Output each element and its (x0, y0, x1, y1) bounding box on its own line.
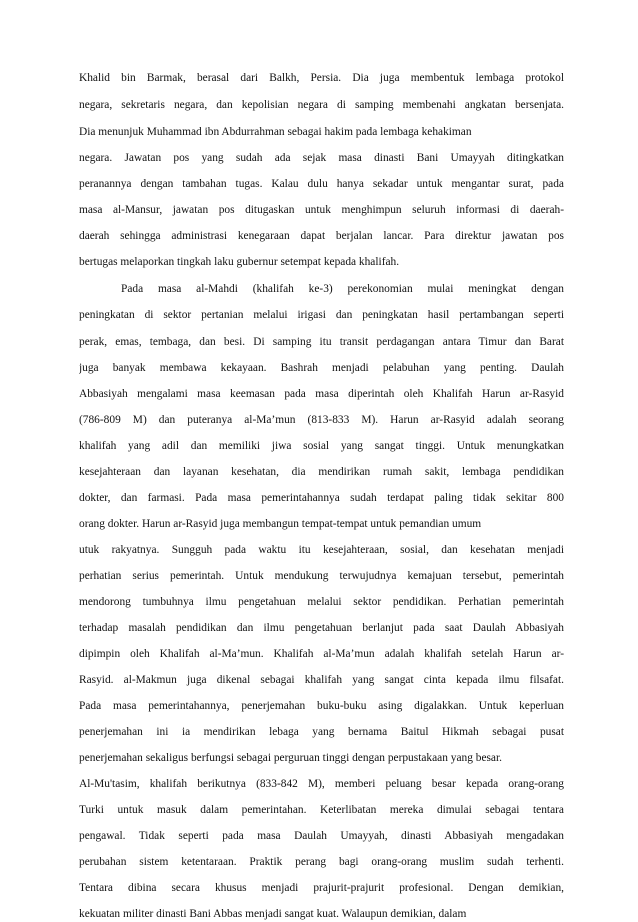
text-line: Pada masa al-Mahdi (khalifah ke-3) perekonomian mulai meningkat dengan (121, 283, 564, 295)
text-line: perhatian serius pemerintah. Untuk mendukung terwujudnya kemajuan tersebut, pemerintah (79, 570, 564, 582)
text-line: bertugas melaporkan tingkah laku gubernur setempat kepada khalifah. (79, 256, 400, 268)
text-line: Al-Mu'tasim, khalifah berikutnya (833-842 M), memberi peluang besar kepada orang-orang (79, 778, 564, 790)
text-line: juga banyak membawa kekayaan. Bashrah menjadi pelabuhan yang penting. Daulah (79, 362, 564, 374)
text-line: penerjemahan sekaligus berfungsi sebagai perguruan tinggi dengan perpustakaan yang besar. (79, 752, 502, 764)
text-line: penerjemahan ini ia mendirikan lebaga yang bernama Baitul Hikmah sebagai pusat (79, 726, 564, 738)
text-line: dipimpin oleh Khalifah al-Ma’mun. Khalifah al-Ma’mun adalah khalifah setelah Harun ar- (79, 648, 564, 660)
text-line: khalifah yang adil dan memiliki jiwa sosial yang sangat tinggi. Untuk menungkatkan (79, 440, 564, 452)
text-line: (786-809 M) dan puteranya al-Ma’mun (813-833 M). Harun ar-Rasyid adalah seorang (79, 414, 564, 426)
text-line: pengawal. Tidak seperti pada masa Daulah Umayyah, dinasti Abbasiyah mengadakan (79, 830, 564, 842)
text-line: kekuatan militer dinasti Bani Abbas menjadi sangat kuat. Walaupun demikian, dalam (79, 908, 467, 920)
text-line: Abbasiyah mengalami masa keemasan pada masa diperintah oleh Khalifah Harun ar-Rasyid (79, 388, 564, 400)
text-line: Dia menunjuk Muhammad ibn Abdurrahman sebagai hakim pada lembaga kehakiman (79, 126, 472, 138)
text-line: perubahan sistem ketentaraan. Praktik perang bagi orang-orang muslim sudah terhenti. (79, 856, 564, 868)
text-line: Rasyid. al-Makmun juga dikenal sebagai khalifah yang sangat cinta kepada ilmu filsafat. (79, 674, 564, 686)
text-line: Tentara dibina secara khusus menjadi prajurit-prajurit profesional. Dengan demikian, (79, 882, 564, 894)
text-line: orang dokter. Harun ar-Rasyid juga membangun tempat-tempat untuk pemandian umum (79, 518, 482, 530)
text-line: dokter, dan farmasi. Pada masa pemerintahannya sudah terdapat paling tidak sekitar 800 (79, 492, 564, 504)
text-line: peningkatan di sektor pertanian melalui irigasi dan peningkatan hasil pertambangan seperti (79, 309, 564, 321)
text-line: daerah sehingga administrasi kenegaraan dapat berjalan lancar. Para direktur jawatan pos (79, 230, 564, 242)
text-line: mendorong tumbuhnya ilmu pengetahuan melalui sektor pendidikan. Perhatian pemerintah (79, 596, 564, 608)
text-line: terhadap masalah pendidikan dan ilmu pengetahuan berlanjut pada saat Daulah Abbasiyah (79, 622, 564, 634)
text-line: kesejahteraan dan layanan kesehatan, dia mendirikan rumah sakit, lembaga pendidikan (79, 466, 564, 478)
text-line: Khalid bin Barmak, berasal dari Balkh, Persia. Dia juga membentuk lembaga protokol (79, 72, 564, 84)
text-line: peranannya dengan tambahan tugas. Kalau dulu hanya sekadar untuk mengantar surat, pada (79, 178, 564, 190)
text-line: Turki untuk masuk dalam pemerintahan. Keterlibatan mereka dimulai sebagai tentara (79, 804, 564, 816)
text-line: negara, sekretaris negara, dan kepolisian negara di samping membenahi angkatan bersenjata. (79, 99, 564, 111)
text-line: Pada masa pemerintahannya, penerjemahan buku-buku asing digalakkan. Untuk keperluan (79, 700, 564, 712)
text-line: negara. Jawatan pos yang sudah ada sejak masa dinasti Bani Umayyah ditingkatkan (79, 152, 564, 164)
text-line: utuk rakyatnya. Sungguh pada waktu itu kesejahteraan, sosial, dan kesehatan menjadi (79, 544, 564, 556)
text-line: perak, emas, tembaga, dan besi. Di samping itu transit perdagangan antara Timur dan Barat (79, 336, 564, 348)
text-line: masa al-Mansur, jawatan pos ditugaskan untuk menghimpun seluruh informasi di daerah- (79, 204, 564, 216)
